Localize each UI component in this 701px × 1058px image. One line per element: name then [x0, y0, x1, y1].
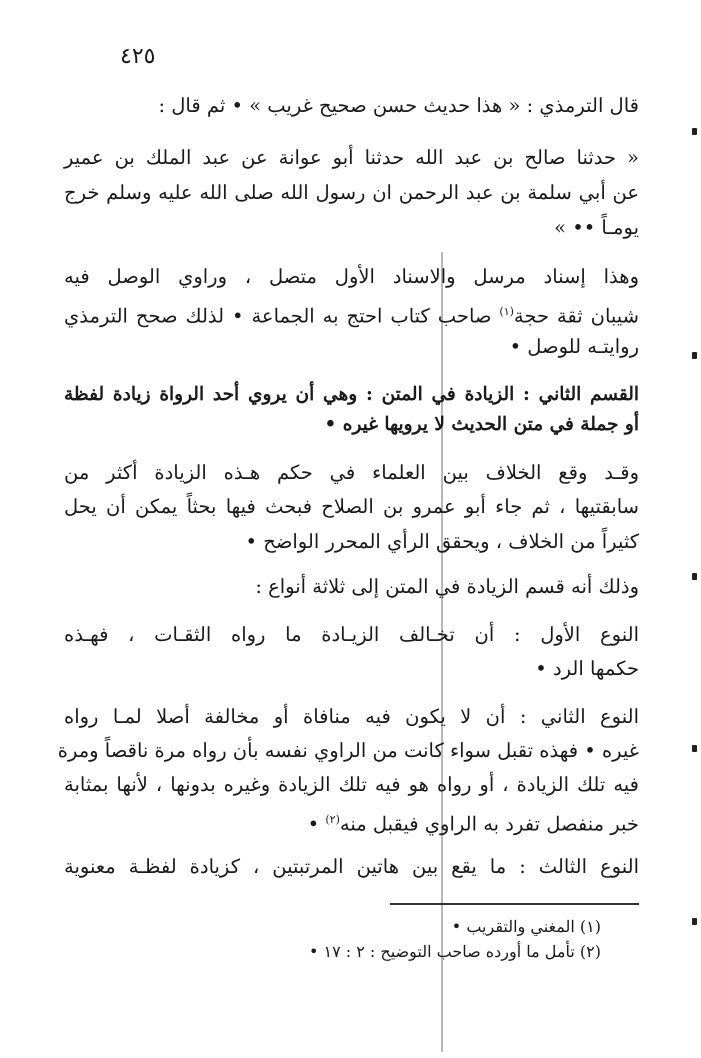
text-line: النوع الثاني : أن لا يكون فيه منافاة أو مخالفة أصلا لمـا رواه — [64, 705, 639, 728]
text-line: عن أبي سلمة بن عبد الرحمن ان رسول الله صلى الله عليه وسلم خرج — [64, 181, 639, 204]
text-line: يومـاً •• » — [554, 216, 639, 239]
text-line: « حدثنا صالح بن عبد الله حدثنا أبو عوانة عن عبد الملك بن عمير — [64, 146, 639, 169]
text-line — [64, 805, 639, 840]
text-line: غيره • فهذه تقبل سواء كانت من الراوي نفسه بأن رواه مرة ناقصاً ومرة — [57, 739, 639, 762]
edge-mark — [692, 745, 697, 752]
text-segment: خبر منفصل تفرد به الراوي فيقبل منه — [339, 812, 639, 836]
text-line: النوع الثالث : ما يقع بين هاتين المرتبتين ، كزيادة لفظـة معنوية — [64, 855, 639, 878]
text-line: وذلك أنه قسم الزيادة في المتن إلى ثلاثة أنواع : — [255, 575, 639, 598]
section-heading-line: القسم الثاني : الزيادة في المتن : وهي أن يروي أحد الرواة زيادة لفظة — [64, 384, 639, 405]
text-segment: صاحب كتاب احتج به الجماعة • لذلك صحح الترمذي — [64, 304, 500, 328]
edge-mark — [692, 128, 697, 135]
text-line: وقـد وقع الخلاف بين العلماء في حكم هـذه الزيادة أكثر من — [64, 461, 639, 484]
section-heading-line: أو جملة في متن الحديث لا يرويها غيره • — [324, 414, 639, 435]
text-line: روايتـه للوصل • — [509, 335, 639, 358]
edge-mark — [692, 918, 697, 925]
footnote-ref: (١) — [499, 305, 514, 318]
text-line: وهذا إسناد مرسل والاسناد الأول متصل ، وراوي الوصل فيه — [64, 265, 639, 288]
text-line: كثيراً من الخلاف ، ويحقق الرأي المحرر الواضح • — [245, 530, 639, 553]
text-line: حكمها الرد • — [535, 657, 639, 680]
text-line: فيه تلك الزيادة ، أو رواه هو فيه تلك الزيادة وغيره بدونها ، لأنها بمثابة — [64, 773, 639, 796]
text-segment: • — [307, 812, 326, 836]
text-line: قال الترمذي : « هذا حديث حسن صحيح غريب » • ثم قال : — [158, 94, 639, 117]
text-line — [64, 297, 639, 332]
text-segment: شيبان ثقة حجة — [513, 304, 640, 328]
footnote-ref: (٢) — [325, 813, 340, 826]
text-line: سابقتيها ، ثم جاء أبو عمرو بن الصلاح فبحث فيها بحثاً يمكن أن يحل — [64, 495, 639, 518]
footnote: (٢) تأمل ما أورده صاحب التوضيح : ٢ : ١٧ • — [308, 942, 601, 961]
edge-mark — [692, 573, 697, 580]
text-line: النوع الأول : أن تخـالف الزيـادة ما رواه الثقـات ، فهـذه — [64, 623, 639, 646]
page-number: ٤٢٥ — [120, 44, 156, 69]
footnote: (١) المغني والتقريب • — [451, 917, 601, 936]
footnote-rule — [390, 903, 639, 905]
edge-mark — [692, 352, 697, 359]
